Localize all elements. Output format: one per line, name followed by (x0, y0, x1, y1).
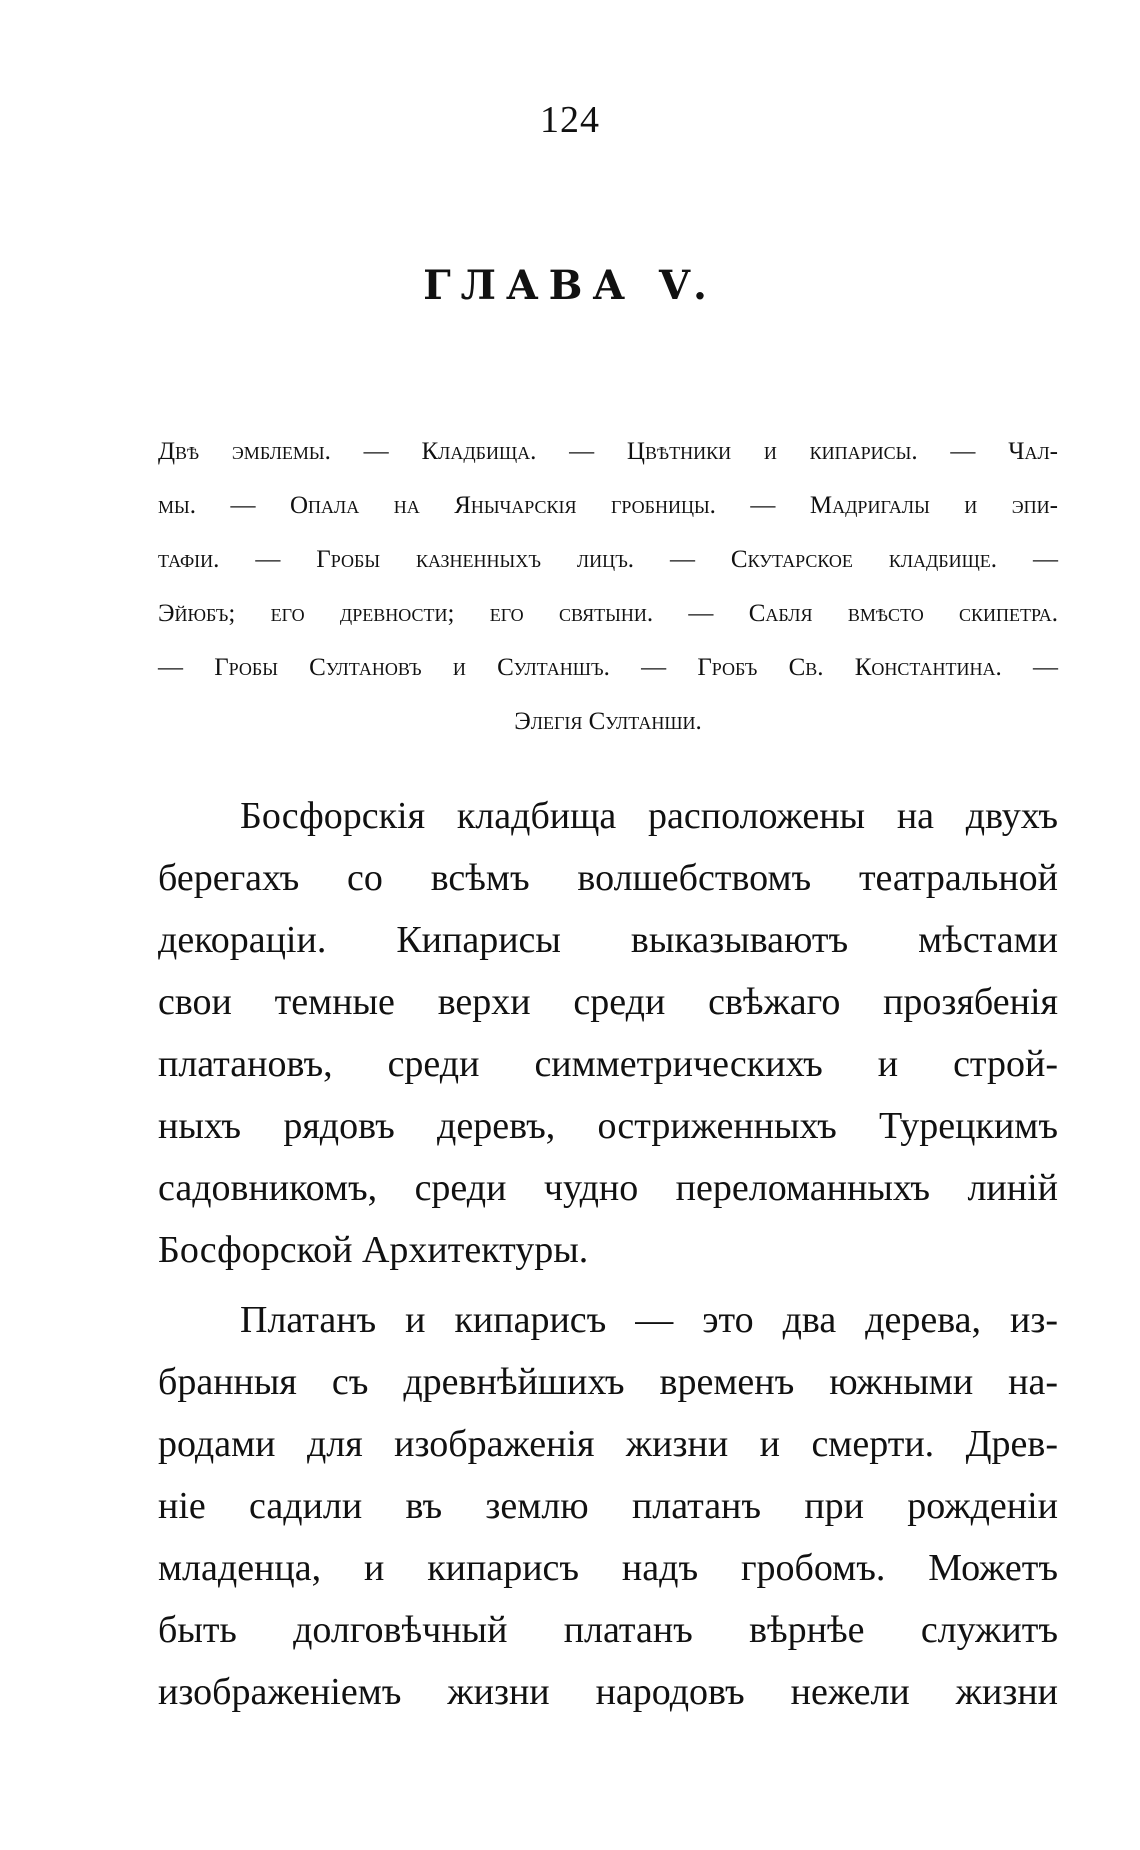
text-line: быть долговѣчный платанъ вѣрнѣе служитъ (158, 1609, 1058, 1651)
summary-line: тафіи. — Гробы казненныхъ лицъ. — Скутарское кладбище. — (158, 546, 1058, 573)
text-line: ніе садили въ землю платанъ при рожденіи (158, 1485, 1058, 1527)
text-line: ныхъ рядовъ деревъ, остриженныхъ Турецкимъ (158, 1105, 1058, 1147)
text-line: родами для изображенія жизни и смерти. Древ- (158, 1423, 1058, 1465)
text-line: младенца, и кипарисъ надъ гробомъ. Можетъ (158, 1547, 1058, 1589)
paragraph (158, 785, 1058, 1281)
summary-line: Эйюбъ; его древности; его святыни. — Сабля вмѣсто скипетра. (158, 600, 1058, 627)
summary-line: Элегія Султанши. (514, 708, 702, 735)
text-line: берегахъ со всѣмъ волшебствомъ театральной (158, 857, 1058, 899)
text-line: платановъ, среди симметрическихъ и строй- (158, 1043, 1058, 1085)
text-line: Босфорской Архитектуры. (158, 1229, 589, 1271)
chapter-summary (158, 425, 1058, 749)
summary-line: мы. — Опала на Янычарскія гробницы. — Мадригалы и эпи- (158, 492, 1058, 519)
summary-line: — Гробы Султановъ и Султаншъ. — Гробъ Св. Константина. — (158, 654, 1058, 681)
paragraph (158, 1289, 1058, 1723)
text-line: Босфорскія кладбища расположены на двухъ (240, 795, 1058, 837)
text-line: садовникомъ, среди чудно переломанныхъ линій (158, 1167, 1058, 1209)
text-line: изображеніемъ жизни народовъ нежели жизни (158, 1671, 1058, 1713)
text-line: бранныя съ древнѣйшихъ временъ южными на- (158, 1361, 1058, 1403)
text-line: декораціи. Кипарисы выказываютъ мѣстами (158, 919, 1058, 961)
page-number: 124 (540, 99, 600, 141)
summary-line: Двѣ эмблемы. — Кладбища. — Цвѣтники и кипарисы. — Чал- (158, 438, 1058, 465)
text-line: свои темные верхи среди свѣжаго прозябенія (158, 981, 1058, 1023)
body-text (158, 785, 1058, 1723)
text-line: Платанъ и кипарисъ — это два дерева, из- (240, 1299, 1058, 1341)
chapter-title: ГЛАВА V. (423, 262, 717, 309)
